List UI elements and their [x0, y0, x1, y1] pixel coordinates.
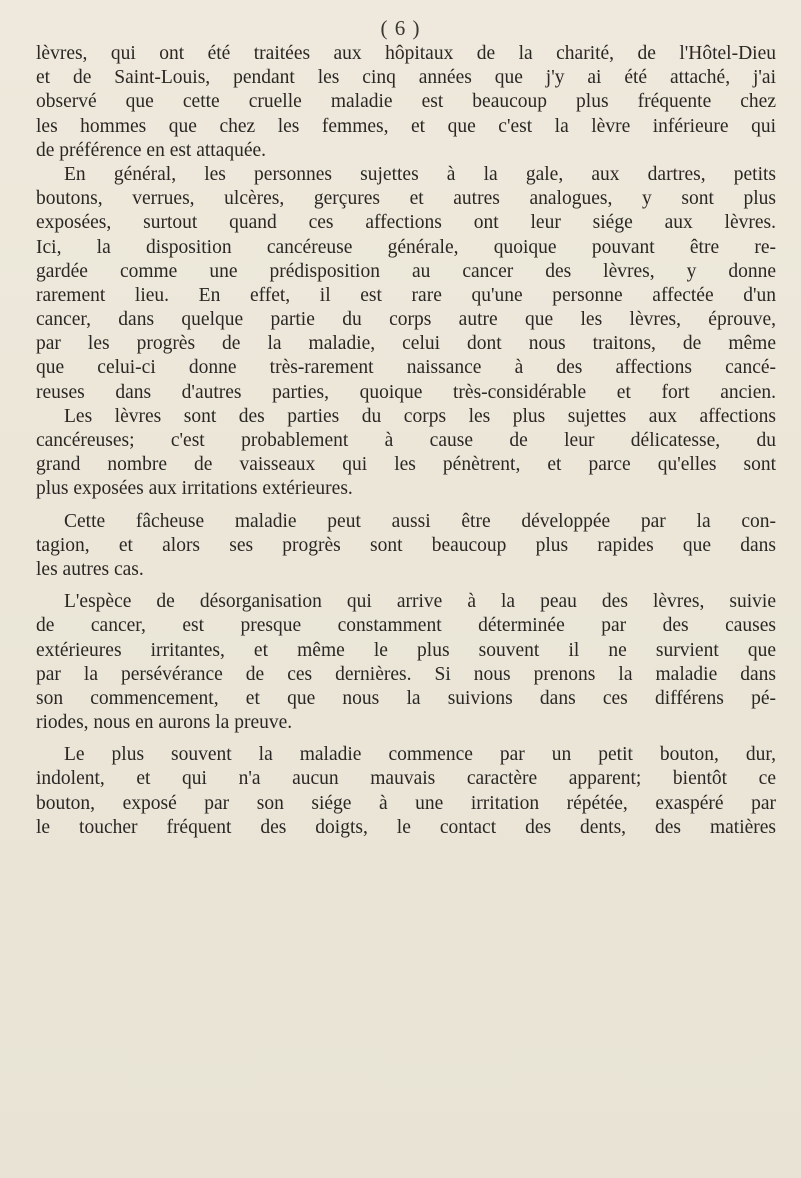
text-line: par la persévérance de ces dernières. Si nous prenons la maladie dans: [36, 663, 776, 685]
text-line: le toucher fréquent des doigts, le contact des dents, des matières: [36, 816, 776, 838]
paragraph-start: En général, les personnes sujettes à la gale, aux dartres, petits: [64, 163, 776, 185]
text-line: lèvres, qui ont été traitées aux hôpitaux de la charité, de l'Hôtel-Dieu: [36, 43, 776, 64]
text-line: plus exposées aux irritations extérieures.: [36, 478, 353, 500]
text-line: rarement lieu. En effet, il est rare qu'une personne affectée d'un: [36, 284, 776, 306]
text-line: Ici, la disposition cancéreuse générale, quoique pouvant être re-: [36, 236, 776, 258]
text-line: et de Saint-Louis, pendant les cinq années que j'y ai été attaché, j'ai: [36, 67, 776, 89]
text-line: riodes, nous en aurons la preuve.: [36, 712, 293, 734]
text-line: reuses dans d'autres parties, quoique très-considérable et fort ancien.: [36, 381, 776, 403]
text-line: de cancer, est presque constamment déterminée par des causes: [36, 615, 776, 637]
text-line: boutons, verrues, ulcères, gerçures et autres analogues, y sont plus: [36, 188, 776, 210]
text-line: de préférence en est attaquée.: [36, 139, 267, 161]
text-line: par les progrès de la maladie, celui dont nous traitons, de même: [36, 333, 776, 355]
text-line: les hommes que chez les femmes, et que c'est la lèvre inférieure qui: [36, 115, 776, 137]
paragraph-start: Cette fâcheuse maladie peut aussi être développée par la con-: [64, 510, 776, 532]
text-line: exposées, surtout quand ces affections ont leur siége aux lèvres.: [36, 212, 776, 234]
paragraph-start: Les lèvres sont des parties du corps les plus sujettes aux affections: [64, 405, 776, 427]
text-line: que celui-ci donne très-rarement naissance à des affections cancé-: [36, 357, 776, 379]
text-line: grand nombre de vaisseaux qui les pénètrent, et parce qu'elles sont: [36, 454, 776, 476]
body-text: [36, 42, 776, 840]
paragraph-start: L'espèce de désorganisation qui arrive à la peau des lèvres, suivie: [64, 591, 776, 613]
text-line: extérieures irritantes, et même le plus souvent il ne survient que: [36, 639, 776, 661]
page-number: ( 6 ): [380, 16, 421, 40]
text-line: son commencement, et que nous la suivions dans ces différens pé-: [36, 687, 776, 709]
text-line: les autres cas.: [36, 558, 144, 580]
text-line: cancéreuses; c'est probablement à cause de leur délicatesse, du: [36, 430, 776, 451]
text-line: indolent, et qui n'a aucun mauvais caractère apparent; bientôt ce: [36, 768, 776, 790]
text-line: tagion, et alors ses progrès sont beaucoup plus rapides que dans: [36, 534, 776, 556]
text-line: observé que cette cruelle maladie est beaucoup plus fréquente chez: [36, 91, 776, 113]
text-line: cancer, dans quelque partie du corps autre que les lèvres, éprouve,: [36, 309, 776, 331]
text-line: gardée comme une prédisposition au cancer des lèvres, y donne: [36, 260, 776, 282]
text-line: bouton, exposé par son siége à une irritation répétée, exaspéré par: [36, 792, 776, 814]
paragraph-start: Le plus souvent la maladie commence par un petit bouton, dur,: [64, 744, 776, 766]
